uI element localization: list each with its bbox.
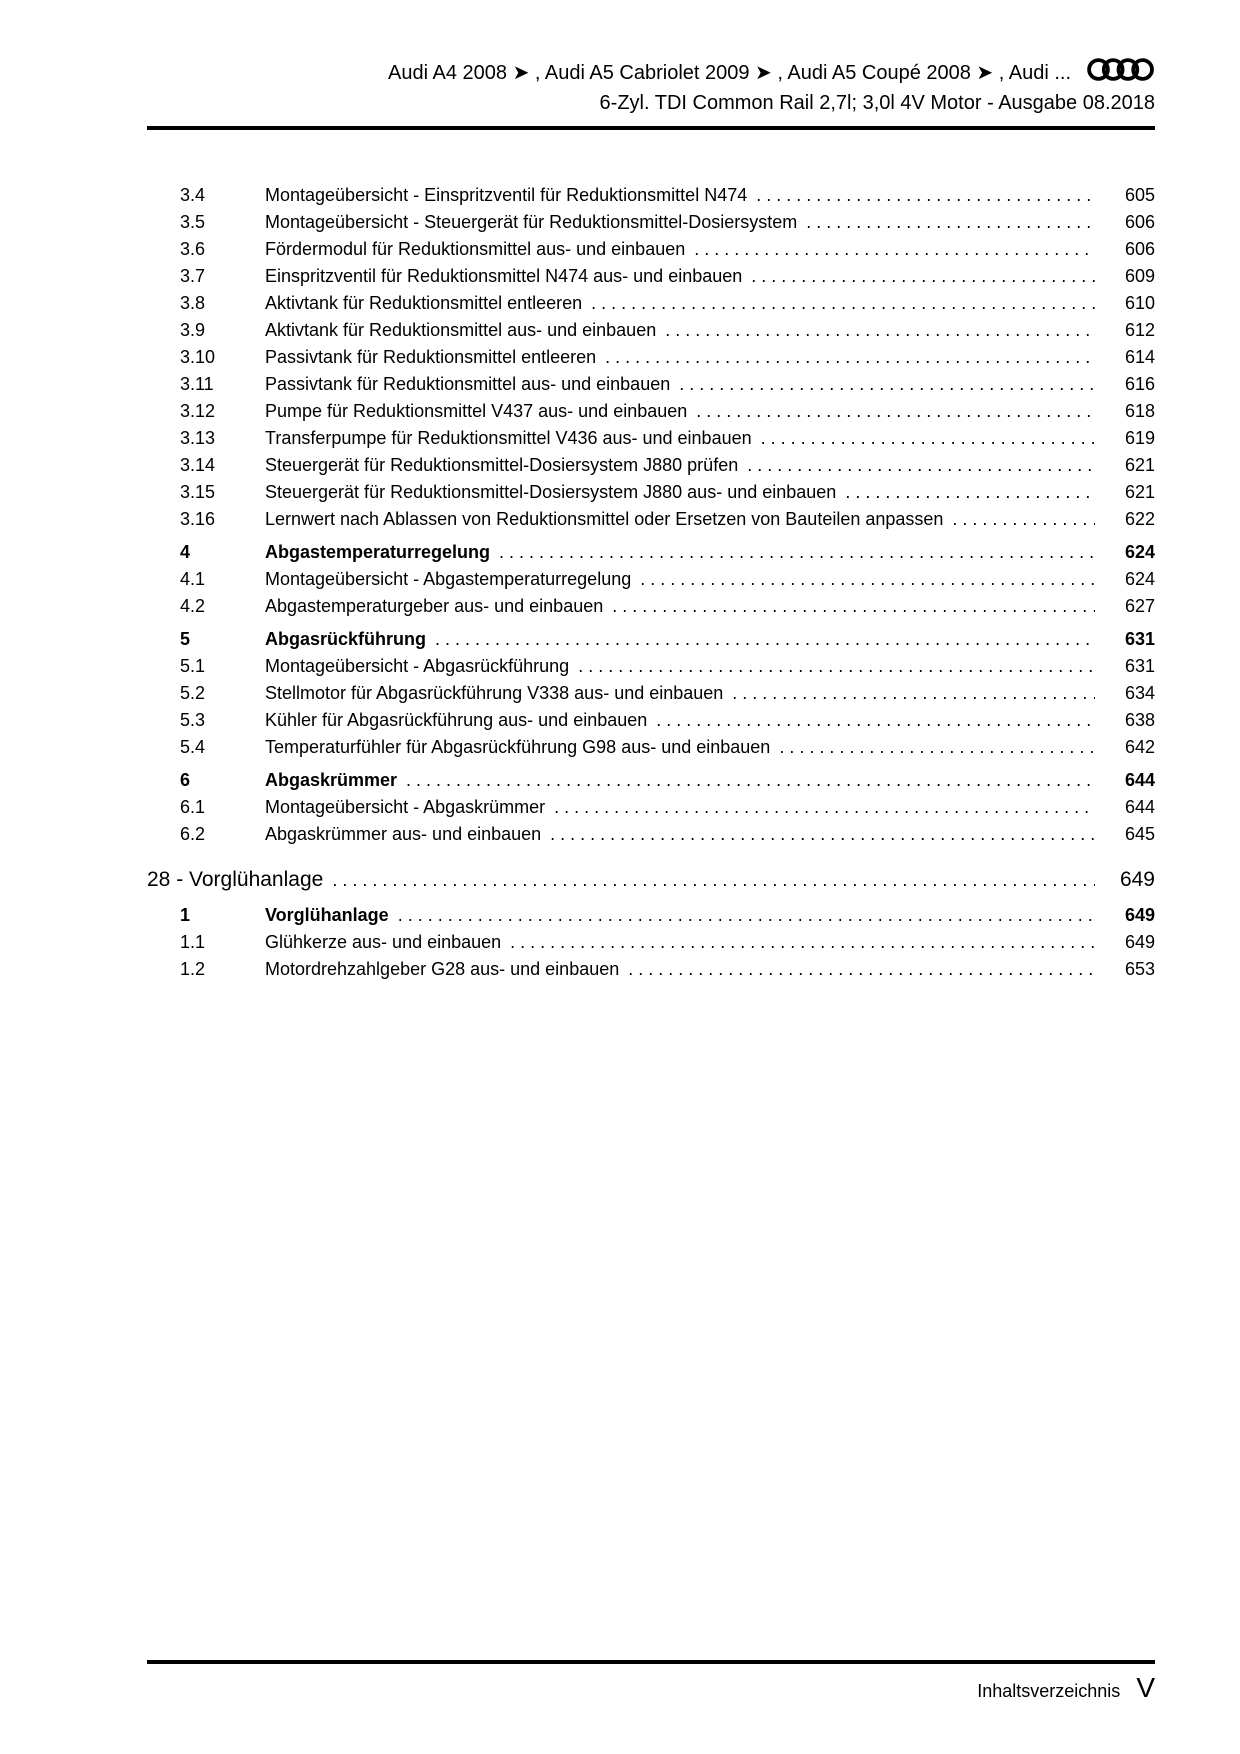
toc-entry-page: 609 [1124,266,1155,286]
toc-entry-page: 606 [1124,239,1155,259]
toc-entry-title: Lernwert nach Ablassen von Reduktionsmittel oder Ersetzen von Bauteilen anpassen [265,509,944,529]
toc-entry-title: Aktivtank für Reduktionsmittel aus- und einbauen [265,320,657,340]
toc-row [180,707,1155,734]
toc-entry-title: Steuergerät für Reduktionsmittel-Dosiersystem J880 prüfen [265,455,739,475]
toc-row [180,398,1155,425]
toc-entry-title: Abgaskrümmer [265,770,398,790]
toc-entry-number: 5.3 [180,710,206,730]
toc-entry-title: 28 - Vorglühanlage [147,868,324,891]
toc-entry-title: Vorglühanlage [265,905,389,925]
toc-row [180,956,1155,983]
toc-entry-title: Temperaturfühler für Abgasrückführung G98 aus- und einbauen [265,737,771,757]
toc-dot-leader [554,794,1095,821]
toc-row [180,821,1155,848]
toc-dot-leader [679,371,1095,398]
toc-entry-title: Passivtank für Reduktionsmittel aus- und einbauen [265,374,671,394]
toc-entry-page: 621 [1124,482,1155,502]
toc-row [180,344,1155,371]
toc-entry-number: 3.6 [180,239,206,259]
toc-entry-title: Kühler für Abgasrückführung aus- und einbauen [265,710,648,730]
toc-entry-title: Fördermodul für Reduktionsmittel aus- und einbauen [265,239,686,259]
toc-row [180,425,1155,452]
toc-entry-title: Abgasrückführung [265,629,427,649]
toc-row [180,290,1155,317]
toc-entry-number: 5.4 [180,737,206,757]
toc-entry-number: 5.2 [180,683,206,703]
header-engine-line: 6-Zyl. TDI Common Rail 2,7l; 3,0l 4V Motor - Ausgabe 08.2018 [599,92,1155,114]
toc-entry-page: 606 [1124,212,1155,232]
toc-row [180,479,1155,506]
toc-entry-number: 4 [180,542,191,562]
toc-entry-title: Passivtank für Reduktionsmittel entleeren [265,347,597,367]
toc-entry-title: Montageübersicht - Einspritzventil für Reduktionsmittel N474 [265,185,748,205]
toc-dot-leader [550,821,1095,848]
toc-entry-number: 3.13 [180,428,216,448]
toc-entry-title: Abgastemperaturgeber aus- und einbauen [265,596,604,616]
toc-dot-leader [761,425,1095,452]
toc-entry-number: 5.1 [180,656,206,676]
toc-entry-number: 4.2 [180,596,206,616]
toc-entry-page: 638 [1124,710,1155,730]
toc-dot-leader [499,539,1095,566]
toc-entry-page: 610 [1124,293,1155,313]
toc-entry-title: Glühkerze aus- und einbauen [265,932,502,952]
toc-entry-page: 645 [1124,824,1155,844]
toc-entry-title: Stellmotor für Abgasrückführung V338 aus- und einbauen [265,683,724,703]
toc-row [180,734,1155,761]
toc-entry-number: 4.1 [180,569,206,589]
toc-entry-number: 3.11 [180,374,214,394]
toc-dot-leader [756,182,1095,209]
toc-dot-leader [751,263,1095,290]
toc-entry-number: 3.14 [180,455,216,475]
toc-entry-page: 644 [1124,797,1155,817]
page-header [147,56,1155,116]
toc-dot-leader [694,236,1095,263]
toc-row [180,539,1155,566]
toc-row [180,593,1155,620]
header-rule [147,126,1155,130]
toc-entry-number: 3.4 [180,185,206,205]
toc-row [180,653,1155,680]
toc-entry-page: 634 [1124,683,1155,703]
footer-page-number: V [1136,1672,1155,1703]
toc-entry-title: Steuergerät für Reduktionsmittel-Dosiersystem J880 aus- und einbauen [265,482,837,502]
toc-entry-number: 6.1 [180,797,206,817]
toc-row [180,209,1155,236]
toc-entry-number: 6.2 [180,824,206,844]
toc-row [180,452,1155,479]
toc-row [180,371,1155,398]
toc-dot-leader [665,317,1095,344]
toc-entry-page: 614 [1124,347,1155,367]
toc-dot-leader [612,593,1095,620]
toc-entry-number: 3.7 [180,266,206,286]
audi-rings-logo [1087,56,1155,90]
toc-row [180,317,1155,344]
toc-row [180,902,1155,929]
toc-row [180,182,1155,209]
toc-dot-leader [845,479,1095,506]
toc-entry-title: Pumpe für Reduktionsmittel V437 aus- und einbauen [265,401,688,421]
toc-entry-title: Montageübersicht - Abgaskrümmer [265,797,546,817]
toc-entry-number: 3.8 [180,293,206,313]
toc-entry-page: 644 [1124,770,1155,790]
toc-entry-page: 642 [1124,737,1155,757]
toc-entry-title: Montageübersicht - Abgastemperaturregelung [265,569,632,589]
toc-entry-page: 619 [1124,428,1155,448]
toc-entry-title: Abgastemperaturregelung [265,542,491,562]
toc-dot-leader [656,707,1095,734]
header-vehicle-line-row [147,56,1155,90]
toc-dot-leader [732,680,1095,707]
toc-entry-page: 649 [1119,868,1155,891]
toc-row [147,864,1155,896]
toc-entry-number: 5 [180,629,191,649]
toc-entry-page: 627 [1124,596,1155,616]
toc-row [180,626,1155,653]
toc-row [180,794,1155,821]
toc-row [180,929,1155,956]
page-footer [147,1660,1155,1702]
toc-row [180,767,1155,794]
toc-entry-page: 612 [1124,320,1155,340]
toc-entry-page: 631 [1124,629,1155,649]
toc-dot-leader [398,902,1095,929]
toc-dot-leader [605,344,1095,371]
toc-entry-number: 1.2 [180,959,206,979]
toc-entry-number: 3.15 [180,482,216,502]
toc-entry-number: 1.1 [180,932,206,952]
toc-entry-page: 649 [1124,905,1155,925]
toc-dot-leader [806,209,1095,236]
toc-entry-page: 616 [1124,374,1155,394]
toc-dot-leader [628,956,1095,983]
toc-row [180,506,1155,533]
toc-list [147,182,1155,983]
toc-entry-title: Montageübersicht - Abgasrückführung [265,656,570,676]
toc-row [180,680,1155,707]
toc-entry-number: 3.12 [180,401,216,421]
toc-dot-leader [952,506,1095,533]
toc-entry-number: 3.5 [180,212,206,232]
toc-entry-page: 649 [1124,932,1155,952]
toc-entry-number: 6 [180,770,191,790]
toc-entry-page: 618 [1124,401,1155,421]
toc-dot-leader [435,626,1095,653]
toc-dot-leader [696,398,1095,425]
toc-dot-leader [510,929,1095,956]
toc-dot-leader [747,452,1095,479]
toc-entry-title: Einspritzventil für Reduktionsmittel N474 aus- und einbauen [265,266,743,286]
toc-row [180,263,1155,290]
toc-entry-page: 631 [1124,656,1155,676]
toc-entry-title: Transferpumpe für Reduktionsmittel V436 aus- und einbauen [265,428,752,448]
toc-entry-title: Aktivtank für Reduktionsmittel entleeren [265,293,583,313]
toc-row [180,566,1155,593]
toc-entry-page: 624 [1124,569,1155,589]
toc-row [180,236,1155,263]
toc-entry-number: 1 [180,905,191,925]
toc-entry-number: 3.10 [180,347,216,367]
toc-entry-page: 621 [1124,455,1155,475]
toc-dot-leader [332,864,1095,896]
toc-entry-page: 624 [1124,542,1155,562]
toc-dot-leader [779,734,1095,761]
toc-entry-title: Abgaskrümmer aus- und einbauen [265,824,542,844]
toc-entry-number: 3.9 [180,320,206,340]
toc-dot-leader [578,653,1095,680]
header-vehicle-line: Audi A4 2008 ➤ , Audi A5 Cabriolet 2009 ➤ , Audi A5 Coupé 2008 ➤ , Audi ... [388,62,1071,84]
toc-entry-page: 653 [1124,959,1155,979]
toc-entry-page: 605 [1124,185,1155,205]
toc-entry-title: Motordrehzahlgeber G28 aus- und einbauen [265,959,620,979]
toc-entry-title: Montageübersicht - Steuergerät für Reduktionsmittel-Dosiersystem [265,212,798,232]
toc-dot-leader [591,290,1095,317]
toc-dot-leader [406,767,1095,794]
toc-dot-leader [640,566,1095,593]
toc-entry-number: 3.16 [180,509,216,529]
footer-label: Inhaltsverzeichnis [977,1681,1121,1701]
toc-entry-page: 622 [1124,509,1155,529]
